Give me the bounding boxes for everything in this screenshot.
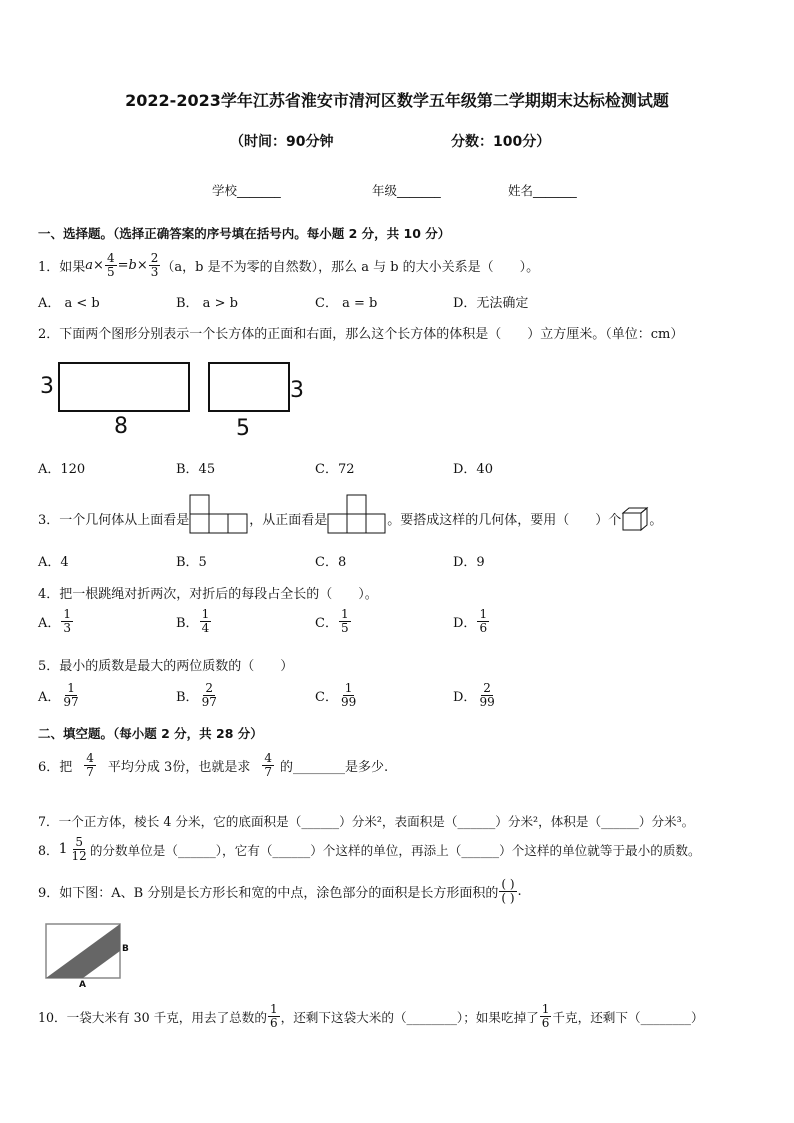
q5-option-c[interactable]: C． $\frac{1}{99}$ <box>315 681 357 709</box>
q6-prefix: 6．把 <box>38 759 73 775</box>
q10-suffix[interactable]: 千克，还剩下（________） <box>552 1009 704 1025</box>
q3-suffix: 。要搭成这样的几何体，要用（ ）个 <box>387 513 622 528</box>
q3-prefix: 3．一个几何体从上面看是 <box>38 513 190 528</box>
q2-option-c[interactable]: C．72 <box>315 462 355 477</box>
q9-suffix: . <box>517 883 522 899</box>
q5-option-a-fraction: $\frac{1}{97}$ <box>63 681 79 709</box>
q3-option-a[interactable]: A．4 <box>38 555 69 570</box>
q4-option-b[interactable]: B． $\frac{1}{4}$ <box>176 607 210 635</box>
q1-equals: = <box>117 257 129 273</box>
q8-suffix[interactable]: 的分数单位是（______），它有（______）个这样的单位，再添上（______）个这样的单位就等于最小的质数。 <box>89 842 701 858</box>
q10-prefix: 10．一袋大米有 30 千克，用去了总数的 <box>38 1009 267 1025</box>
q1-option-d[interactable]: D．无法确定 <box>453 296 529 311</box>
question-5: 5．最小的质数是最大的两位质数的（ ） <box>38 659 294 674</box>
q4-option-a[interactable]: A． $\frac{1}{3}$ <box>38 607 72 635</box>
q5-option-d-fraction: $\frac{2}{99}$ <box>479 681 495 709</box>
question-3 <box>38 494 662 534</box>
point-a-label: A <box>79 980 86 990</box>
q1-var-b: b <box>128 257 137 273</box>
top-view-icon <box>189 494 249 534</box>
q3-end: 。 <box>649 513 663 528</box>
front-face-rectangle <box>58 362 190 412</box>
q9-prefix: 9．如下图：A、B 分别是长方形长和宽的中点，涂色部分的面积是长方形面积的 <box>38 885 499 901</box>
q3-middle: ，从正面看是 <box>249 513 328 528</box>
q3-option-c[interactable]: C．8 <box>315 555 347 570</box>
question-2: 2．下面两个图形分别表示一个长方体的正面和右面，那么这个长方体的体积是（ ）立方厘米。（单位：cm） <box>38 327 684 342</box>
q3-option-d[interactable]: D．9 <box>453 555 485 570</box>
q4-option-a-fraction: $\frac{1}{3}$ <box>63 607 72 635</box>
q6-fraction-1: $\frac{4}{7}$ <box>86 751 94 779</box>
question-4: 4．把一根跳绳对折两次，对折后的每段占全长的（ ）。 <box>38 587 378 602</box>
q5-option-c-fraction: $\frac{1}{99}$ <box>340 681 357 709</box>
point-b-label: B <box>122 944 129 954</box>
q1-var-a: a <box>85 257 94 273</box>
q6-middle: 平均分成 3份，也就是求 <box>107 759 251 775</box>
q5-option-b-fraction: $\frac{2}{97}$ <box>201 681 217 709</box>
side-height-label: 3 <box>290 378 304 403</box>
q5-option-b[interactable]: B． $\frac{2}{97}$ <box>176 681 217 709</box>
cube-icon <box>621 506 649 532</box>
q10-fraction-1: $\frac{1}{6}$ <box>269 1002 278 1030</box>
q5-option-d[interactable]: D． $\frac{2}{99}$ <box>453 681 495 709</box>
q4-option-d[interactable]: D． $\frac{1}{6}$ <box>453 607 488 635</box>
q1-option-c[interactable]: C． a = b <box>315 296 378 311</box>
q5-option-a[interactable]: A． $\frac{1}{97}$ <box>38 681 79 709</box>
section-title-choice: 一、选择题。（选择正确答案的序号填在括号内。每小题 2 分，共 10 分） <box>38 226 451 241</box>
school-field: 学校_______ <box>212 183 281 198</box>
q2-option-b[interactable]: B．45 <box>176 462 216 477</box>
side-face-rectangle <box>208 362 290 412</box>
q8-prefix: 8． <box>38 842 59 858</box>
q2-option-d[interactable]: D．40 <box>453 462 493 477</box>
question-10 <box>38 1003 704 1029</box>
question-8 <box>38 836 701 862</box>
name-field: 姓名_______ <box>508 183 577 198</box>
shaded-rectangle-diagram <box>40 920 140 992</box>
q4-option-b-fraction: $\frac{1}{4}$ <box>201 607 210 635</box>
q1-suffix: （a，b 是不为零的自然数），那么 a 与 b 的大小关系是（ ）。 <box>161 259 540 275</box>
section-title-fill: 二、填空题。（每小题 2 分，共 28 分） <box>38 726 263 741</box>
q10-middle[interactable]: ，还剩下这袋大米的（________）；如果吃掉了 <box>280 1009 539 1025</box>
q9-answer-fraction[interactable]: $\frac{( )}{( )}$ <box>501 877 515 905</box>
exam-score: 分数：100分） <box>451 134 551 150</box>
front-view-icon <box>327 494 387 534</box>
question-6 <box>38 752 388 778</box>
exam-time: （时间：90分钟 <box>230 134 334 150</box>
q3-option-b[interactable]: B．5 <box>176 555 207 570</box>
q8-mixed-number: 1 $\frac{5}{12}$ <box>58 835 87 863</box>
q6-fraction-2: $\frac{4}{7}$ <box>264 751 272 779</box>
q2-figure <box>38 358 308 448</box>
q4-option-c[interactable]: C． $\frac{1}{5}$ <box>315 607 349 635</box>
grade-field: 年级_______ <box>372 183 441 198</box>
q1-fraction-2: $\frac{2}{3}$ <box>150 251 159 279</box>
q1-fraction-1: $\frac{4}{5}$ <box>106 251 115 279</box>
q10-fraction-2: $\frac{1}{6}$ <box>541 1002 550 1030</box>
q2-option-a[interactable]: A．120 <box>38 462 86 477</box>
q4-option-c-fraction: $\frac{1}{5}$ <box>340 607 349 635</box>
page-title: 2022-2023学年江苏省淮安市清河区数学五年级第二学期期末达标检测试题 <box>125 91 669 110</box>
q9-figure <box>40 920 140 992</box>
q1-times-1: × <box>93 257 104 273</box>
q1-times-2: × <box>136 257 148 273</box>
question-9 <box>38 878 522 904</box>
front-length-label: 8 <box>114 414 128 439</box>
q1-option-b[interactable]: B． a > b <box>176 296 238 311</box>
question-1 <box>38 252 539 278</box>
q6-suffix[interactable]: 的________是多少. <box>279 759 389 775</box>
front-height-label: 3 <box>40 374 54 399</box>
q1-option-a[interactable]: A． a < b <box>38 296 100 311</box>
q1-prefix: 1．如果 <box>38 259 86 275</box>
side-width-label: 5 <box>236 416 250 441</box>
q4-option-d-fraction: $\frac{1}{6}$ <box>479 607 488 635</box>
question-7[interactable]: 7．一个正方体，棱长 4 分米，它的底面积是（______）分米²，表面积是（______）分米²，体积是（______）分米³。 <box>38 814 695 829</box>
